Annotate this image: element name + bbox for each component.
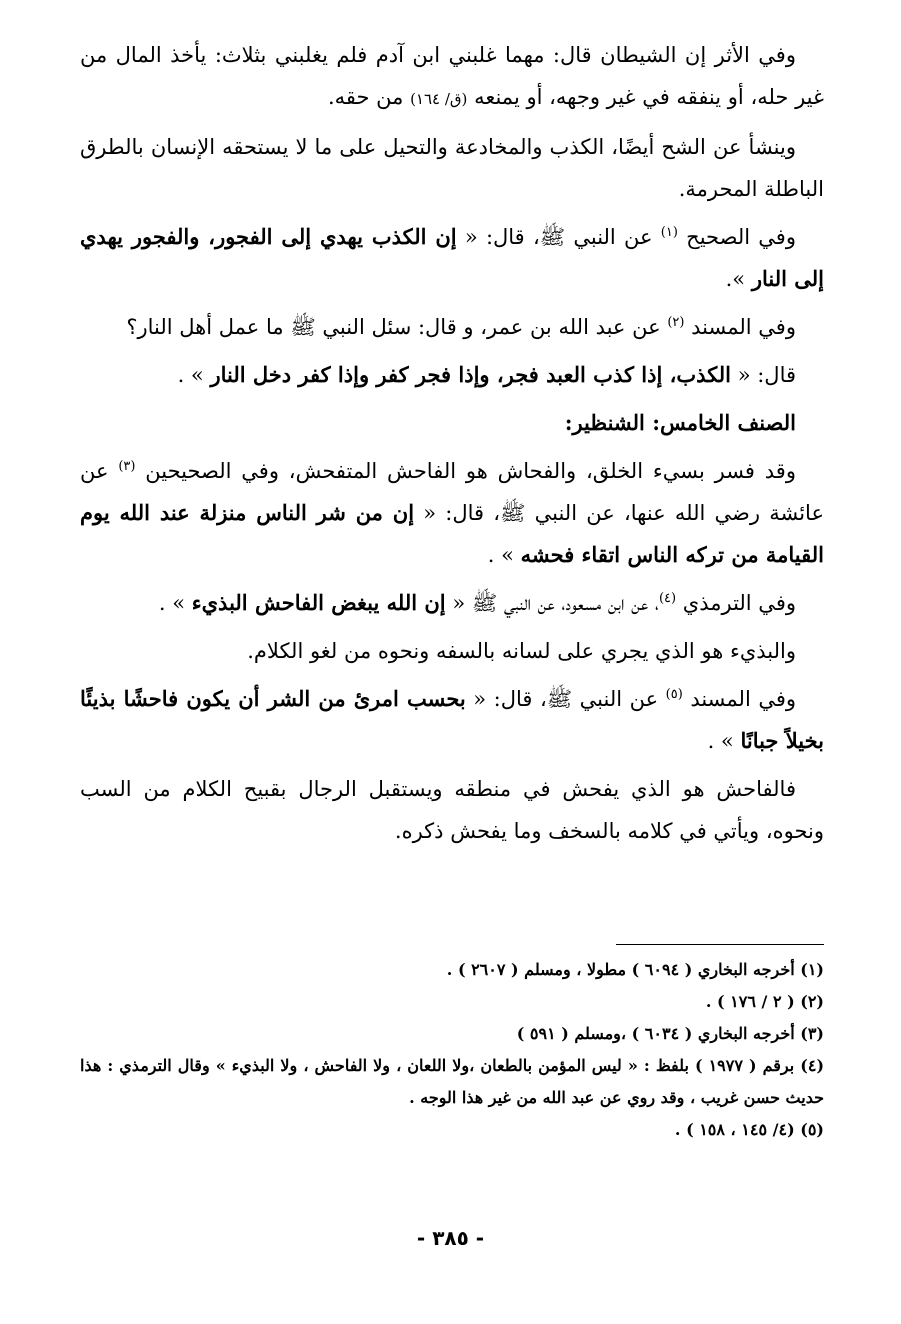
text-segment: وينشأ عن الشح أيضًا، الكذب والمخادعة والتحيل على ما لا يستحقه الإنسان بالطرق الباطلة المحرمة.	[80, 135, 824, 201]
paragraph-p3	[80, 216, 824, 300]
paragraph-p2	[80, 126, 824, 210]
text-segment: من حقه.	[327, 85, 411, 109]
text-segment: فالفاحش هو الذي يفحش في منطقه ويستقبل الرجال بقبيح الكلام من السب ونحوه، ويأتي في كلامه بالسخف وما يفحش ذكره.	[80, 777, 824, 843]
page-number: - ٣٨٥ -	[416, 1226, 485, 1250]
paragraph-p10	[80, 768, 824, 852]
footnote-number: (٢)	[800, 992, 824, 1011]
hadith-text: الكذب، إذا كذب العبد فجر، وإذا فجر كفر وإذا كفر دخل النار	[210, 362, 732, 387]
hadith-text: إن الله يبغض الفاحش البذيء	[191, 590, 446, 615]
text-segment: » .	[487, 543, 521, 567]
text-segment: » .	[707, 729, 741, 753]
paragraph-p5	[80, 354, 824, 396]
main-text	[80, 34, 824, 858]
footnote-ref: (١)	[660, 225, 678, 240]
footnote-number: (٥)	[800, 1120, 824, 1139]
text-segment: قال: «	[731, 363, 796, 387]
footnote-item	[80, 1050, 824, 1114]
text-segment: (ق/ ١٦٤)	[410, 90, 468, 108]
text-segment: ، عن ابن مسعود، عن النبي ﷺ «	[445, 591, 659, 615]
paragraph-p8	[80, 630, 824, 672]
footnote-number: (١)	[800, 960, 824, 979]
text-segment: وقد فسر بسيء الخلق، والفحاش هو الفاحش المتفحش، وفي الصحيحين	[135, 459, 796, 483]
footnote-item	[80, 954, 824, 986]
text-segment: وفي الصحيح	[677, 225, 796, 249]
text-segment: عن عبد الله بن عمر، و قال: سئل النبي ﷺ ما عمل أهل النار؟	[126, 315, 668, 339]
hadith-text: إن الكذب يهدي إلى الفجور، والفجور يهدي إلى النار	[80, 224, 824, 291]
text-segment: عن النبي ﷺ، قال: «	[465, 687, 666, 711]
footnote-item	[80, 1018, 824, 1050]
footnote-number: (٣)	[800, 1024, 824, 1043]
footnote-ref: (٥)	[665, 687, 683, 702]
body-paragraphs-top	[80, 34, 824, 396]
footnote-item	[80, 1114, 824, 1146]
text-segment: ».	[725, 267, 752, 291]
footnotes	[80, 954, 824, 1146]
text-segment: » .	[177, 363, 211, 387]
paragraph-p7	[80, 582, 824, 624]
footnote-text: ( ٢ / ١٧٦ ) .	[705, 992, 795, 1011]
footnote-separator	[616, 944, 824, 945]
paragraph-p1	[80, 34, 824, 120]
text-segment: وفي الأثر إن الشيطان قال: مهما غلبني ابن آدم فلم يغلبني بثلاث: يأخذ المال من غير حله، أو ينفقه في غير وجهه، أو يمنعه	[80, 43, 824, 109]
text-segment: وفي المسند	[682, 687, 797, 711]
footnote-text: (٤/ ١٤٥ ، ١٥٨ ) .	[674, 1120, 795, 1139]
footnote-ref: (٣)	[118, 459, 136, 474]
paragraph-p4	[80, 306, 824, 348]
text-segment: والبذيء هو الذي يجري على لسانه بالسفه ونحوه من لغو الكلام.	[247, 639, 796, 663]
text-segment: » .	[158, 591, 192, 615]
footnote-ref: (٢)	[667, 315, 685, 330]
text-segment: وفي المسند	[684, 315, 796, 339]
footnote-item	[80, 986, 824, 1018]
text-segment: عن النبي ﷺ، قال: «	[456, 225, 661, 249]
hadith-text: بحسب امرئ من الشر أن يكون فاحشًا بذيئًا بخيلاً جبانًا	[80, 686, 824, 753]
footnote-ref: (٤)	[658, 591, 677, 606]
section-heading: الصنف الخامس: الشنظير:	[564, 410, 796, 435]
footnote-text: برقم ( ١٩٧٧ ) بلفظ : « ليس المؤمن بالطعان ،ولا اللعان ، ولا الفاحش ، ولا البذيء » وقال الترمذي : هذا حديث حسن غريب ، وقد روي عن عبد الله من غير هذا الوجه .	[80, 1056, 824, 1107]
footnote-text: أخرجه البخاري ( ٦٠٣٤ ) ،ومسلم ( ٥٩١ )	[516, 1024, 795, 1043]
body-paragraphs-bottom	[80, 450, 824, 852]
text-segment: عن عائشة رضي الله عنها، عن النبي ﷺ، قال: «	[80, 459, 824, 525]
footnote-number: (٤)	[800, 1056, 825, 1075]
paragraph-p9	[80, 678, 824, 762]
text-segment: وفي الترمذي	[676, 591, 796, 615]
footnote-text: أخرجه البخاري ( ٦٠٩٤ ) مطولا ، ومسلم ( ٢٦٠٧ ) .	[446, 960, 795, 979]
paragraph-p6	[80, 450, 824, 576]
hadith-text: إن من شر الناس منزلة عند الله يوم القيامة من تركه الناس اتقاء فحشه	[80, 500, 824, 567]
